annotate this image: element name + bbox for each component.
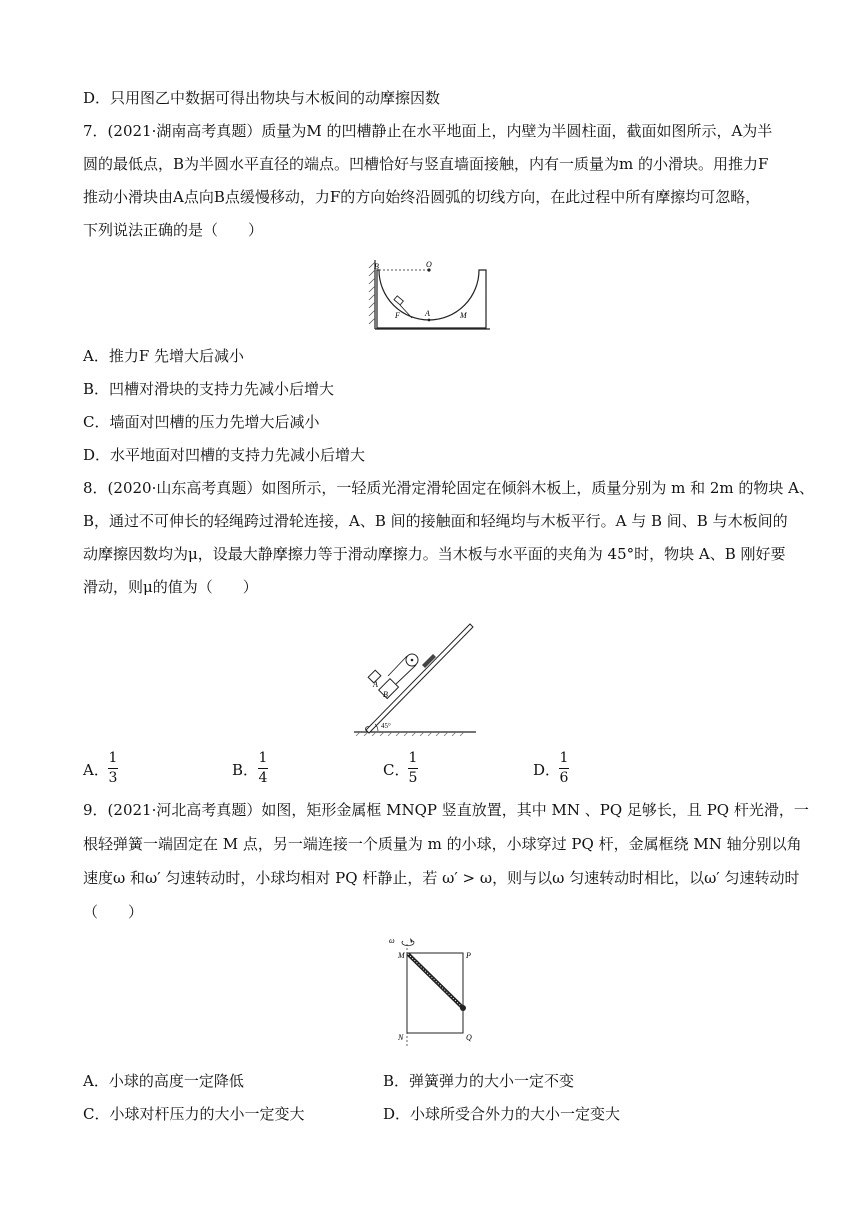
q8-stem-line: 动摩擦因数均为μ，设最大静摩擦力等于滑动摩擦力。当木板与水平面的夹角为 45°时，物块 A、B 刚好要 bbox=[83, 545, 786, 563]
q9-stem-line: （ ） bbox=[83, 903, 144, 921]
fraction-bar bbox=[258, 768, 268, 769]
fraction-bar bbox=[559, 768, 569, 769]
q7-label-a: A bbox=[425, 309, 430, 318]
fraction-denominator: 5 bbox=[408, 770, 418, 786]
q8-angle-label: 45° bbox=[381, 722, 391, 730]
fraction-bar bbox=[408, 768, 418, 769]
q9-label-n: N bbox=[398, 1033, 404, 1042]
q8-option-d-fraction bbox=[559, 750, 569, 787]
q8-option-d-letter: D． bbox=[533, 761, 561, 779]
q8-block-b bbox=[379, 679, 399, 699]
q8-label-a: A bbox=[373, 680, 378, 689]
q6-option-d: D．只用图乙中数据可得出物块与木板间的动摩擦因数 bbox=[83, 89, 441, 107]
q7-label-m: M bbox=[460, 311, 467, 320]
q7-label-o: O bbox=[426, 260, 432, 269]
q9-rotation-arrowhead bbox=[410, 938, 413, 943]
q9-option-c: C．小球对杆压力的大小一定变大 bbox=[83, 1105, 305, 1123]
q8-rope-a bbox=[388, 656, 407, 676]
q8-option-c-letter: C． bbox=[383, 761, 410, 779]
q8-rope-b bbox=[396, 665, 416, 684]
q9-stem-line: 速度ω 和ω′ 匀速转动时，小球均相对 PQ 杆静止，若 ω′ > ω，则与以ω 匀速转动时相比，以ω′ 匀速转动时 bbox=[83, 869, 800, 887]
q9-option-d: D．小球所受合外力的大小一定变大 bbox=[383, 1105, 621, 1123]
q8-stem-line: 滑动，则μ的值为（ ） bbox=[83, 578, 258, 596]
fraction-numerator: 1 bbox=[408, 750, 418, 766]
q7-point-a bbox=[428, 319, 431, 322]
q9-label-q: Q bbox=[466, 1033, 472, 1042]
q7-label-f: F bbox=[395, 311, 400, 320]
q9-label-omega: ω bbox=[389, 936, 395, 945]
q9-spring bbox=[408, 954, 462, 1007]
q8-board bbox=[366, 624, 473, 733]
q8-pulley-axle bbox=[411, 659, 414, 662]
q8-option-b-letter: B． bbox=[232, 761, 259, 779]
q9-label-p: P bbox=[466, 951, 471, 960]
fraction-denominator: 6 bbox=[559, 770, 569, 786]
q8-option-c-fraction bbox=[408, 750, 418, 787]
q8-option-b-fraction bbox=[258, 750, 268, 787]
q9-stem-line: 9．(2021·河北高考真题）如图，矩形金属框 MNQP 竖直放置，其中 MN 、PQ 足够长，且 PQ 杆光滑，一 bbox=[83, 801, 809, 819]
q7-option-d: D．水平地面对凹槽的支持力先减小后增大 bbox=[83, 446, 366, 464]
q8-figure bbox=[352, 620, 478, 736]
q8-label-b: B bbox=[383, 690, 388, 699]
fraction-denominator: 3 bbox=[108, 770, 118, 786]
q9-frame bbox=[407, 953, 463, 1033]
q7-groove bbox=[377, 270, 486, 328]
fraction-denominator: 4 bbox=[258, 770, 268, 786]
fraction-bar bbox=[108, 768, 118, 769]
q9-stem-line: 根轻弹簧一端固定在 M 点，另一端连接一个质量为 m 的小球，小球穿过 PQ 杆，金属框绕 MN 轴分别以角 bbox=[83, 835, 802, 853]
q8-stem-line: B，通过不可伸长的轻绳跨过滑轮连接，A、B 间的接触面和轻绳均与木板平行。A 与 B 间、B 与木板间的 bbox=[83, 512, 788, 530]
q9-ball bbox=[460, 1005, 466, 1011]
q9-label-m: M bbox=[398, 951, 405, 960]
q9-option-b: B．弹簧弹力的大小一定不变 bbox=[383, 1072, 575, 1090]
q7-stem-line: 7．(2021·湖南高考真题）质量为M 的凹槽静止在水平地面上，内壁为半圆柱面，截面如图所示，A为半 bbox=[83, 122, 773, 140]
q8-option-a-letter: A． bbox=[83, 761, 109, 779]
q7-stem-line: 圆的最低点，B为半圆水平直径的端点。凹槽恰好与竖直墙面接触，内有一质量为m 的小滑块。用推力F bbox=[83, 155, 769, 173]
q7-option-b: B．凹槽对滑块的支持力先减小后增大 bbox=[83, 380, 335, 398]
q9-figure bbox=[388, 934, 478, 1046]
q8-option-a-fraction bbox=[108, 750, 118, 787]
q7-slider bbox=[394, 296, 403, 305]
q7-figure bbox=[368, 258, 492, 332]
q7-option-c: C．墙面对凹槽的压力先增大后减小 bbox=[83, 413, 320, 431]
q7-option-a: A．推力F 先增大后减小 bbox=[83, 347, 245, 365]
fraction-numerator: 1 bbox=[258, 750, 268, 766]
q7-label-b: B bbox=[374, 262, 379, 271]
q7-stem-line: 下列说法正确的是（ ） bbox=[83, 221, 264, 239]
q8-stem-line: 8．(2020·山东高考真题）如图所示，一轻质光滑定滑轮固定在倾斜木板上，质量分别为 m 和 2m 的物块 A、 bbox=[83, 479, 815, 497]
fraction-numerator: 1 bbox=[559, 750, 569, 766]
q7-stem-line: 推动小滑块由A点向B点缓慢移动，力F的方向始终沿圆弧的切线方向，在此过程中所有摩擦均可忽略， bbox=[83, 188, 761, 206]
fraction-numerator: 1 bbox=[108, 750, 118, 766]
q7-wall-hatch bbox=[369, 262, 375, 324]
q9-option-a: A．小球的高度一定降低 bbox=[83, 1072, 244, 1090]
